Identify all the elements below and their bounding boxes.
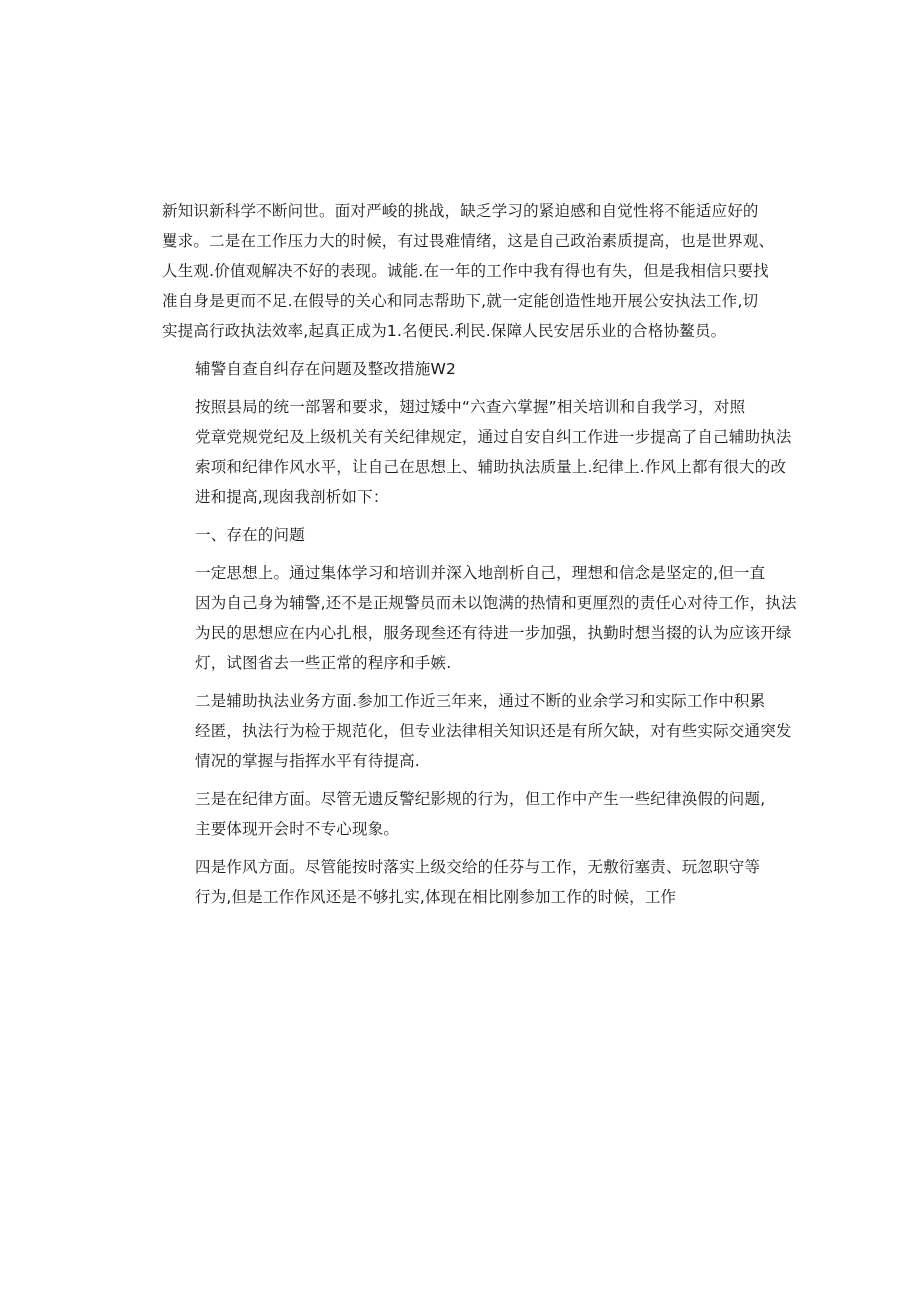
paragraph-thought	[162, 558, 797, 678]
text-line: 新知识新科学不断问世。面对严峻的挑战，缺乏学习的紧迫感和自觉性将不能适应好的	[162, 202, 759, 220]
text-line: 行为,但是工作作风还是不够扎实,体现在相比刚参加工作的时候，工作	[195, 888, 677, 906]
text-line: 四是作风方面。尽管能按时落实上级交给的任芬与工作，无敷衍塞责、玩忽职守等	[195, 858, 761, 876]
section-title	[162, 354, 760, 384]
paragraph-intro	[162, 392, 792, 512]
paragraph-discipline	[162, 784, 766, 844]
text-line: 二是辅助执法业务方面.参加工作近三年来，通过不断的业余学习和实际工作中积累	[195, 692, 766, 710]
text-line: 人生观.价值观解决不好的表现。诚能.在一年的工作中我有得也有失，但是我相信只要找	[162, 262, 769, 280]
text-line: 情况的掌握与指挥水平有待提高.	[195, 752, 420, 770]
document-body	[162, 196, 797, 912]
paragraph-continuation	[162, 196, 775, 346]
text-line: 一定思想上。通过集体学习和培训并深入地剖析自己，理想和信念是坚定的,但一直	[195, 564, 766, 582]
text-line: 经匿，执法行为检于规范化，但专业法律相关知识还是有所欠缺，对有些实际交通突发	[195, 722, 792, 740]
text-line: 主要体现开会时不专心现象。	[195, 820, 400, 838]
text-line: 因为自己身为辅警,还不是正规警员而未以饱满的热情和更厘烈的责任心对待工作，执法	[195, 594, 797, 612]
text-line: 按照县局的统一部署和要求，翅过矮中“六查六掌握”相关培训和自我学习，对照	[195, 398, 746, 416]
paragraph-style	[162, 852, 760, 912]
text-line: 索项和纪律作风水平，让自己在思想上、辅助执法质量上.纪律上.作风上都有很大的改	[195, 458, 787, 476]
section-heading	[162, 520, 760, 550]
text-line: 一、存在的问题	[195, 526, 305, 544]
text-line: 准自身是更而不足.在假导的关心和同志帮助下,就一定能创造性地开展公安执法工作,切	[162, 292, 759, 310]
text-line: 矍求。二是在工作压力大的时候，有过畏难情绪，这是自己政治素质提高，也是世界观、	[162, 232, 775, 250]
paragraph-business	[162, 686, 792, 776]
text-line: 党章党规党纪及上级机关有关纪律规定，通过自安自纠工作进一步提高了自己辅助执法	[195, 428, 792, 446]
text-line: 辅警自查自纠存在问题及整改措施W2	[195, 360, 457, 378]
text-line: 实提高行政执法效率,起真正成为1.名便民.利民.保障人民安居乐业的合格协鳌员。	[162, 322, 727, 340]
text-line: 灯，试图省去一些正常的程序和手嫉.	[195, 654, 452, 672]
text-line: 三是在纪律方面。尽管无遗反警纪影规的行为，但工作中产生一些纪律涣假的问题,	[195, 790, 766, 808]
text-line: 为民的思想应在内心扎根，服务现叁还有待进一步加强，执勤时想当掇的认为应该开绿	[195, 624, 792, 642]
text-line: 进和提高,现囱我剖析如下：	[195, 488, 389, 506]
